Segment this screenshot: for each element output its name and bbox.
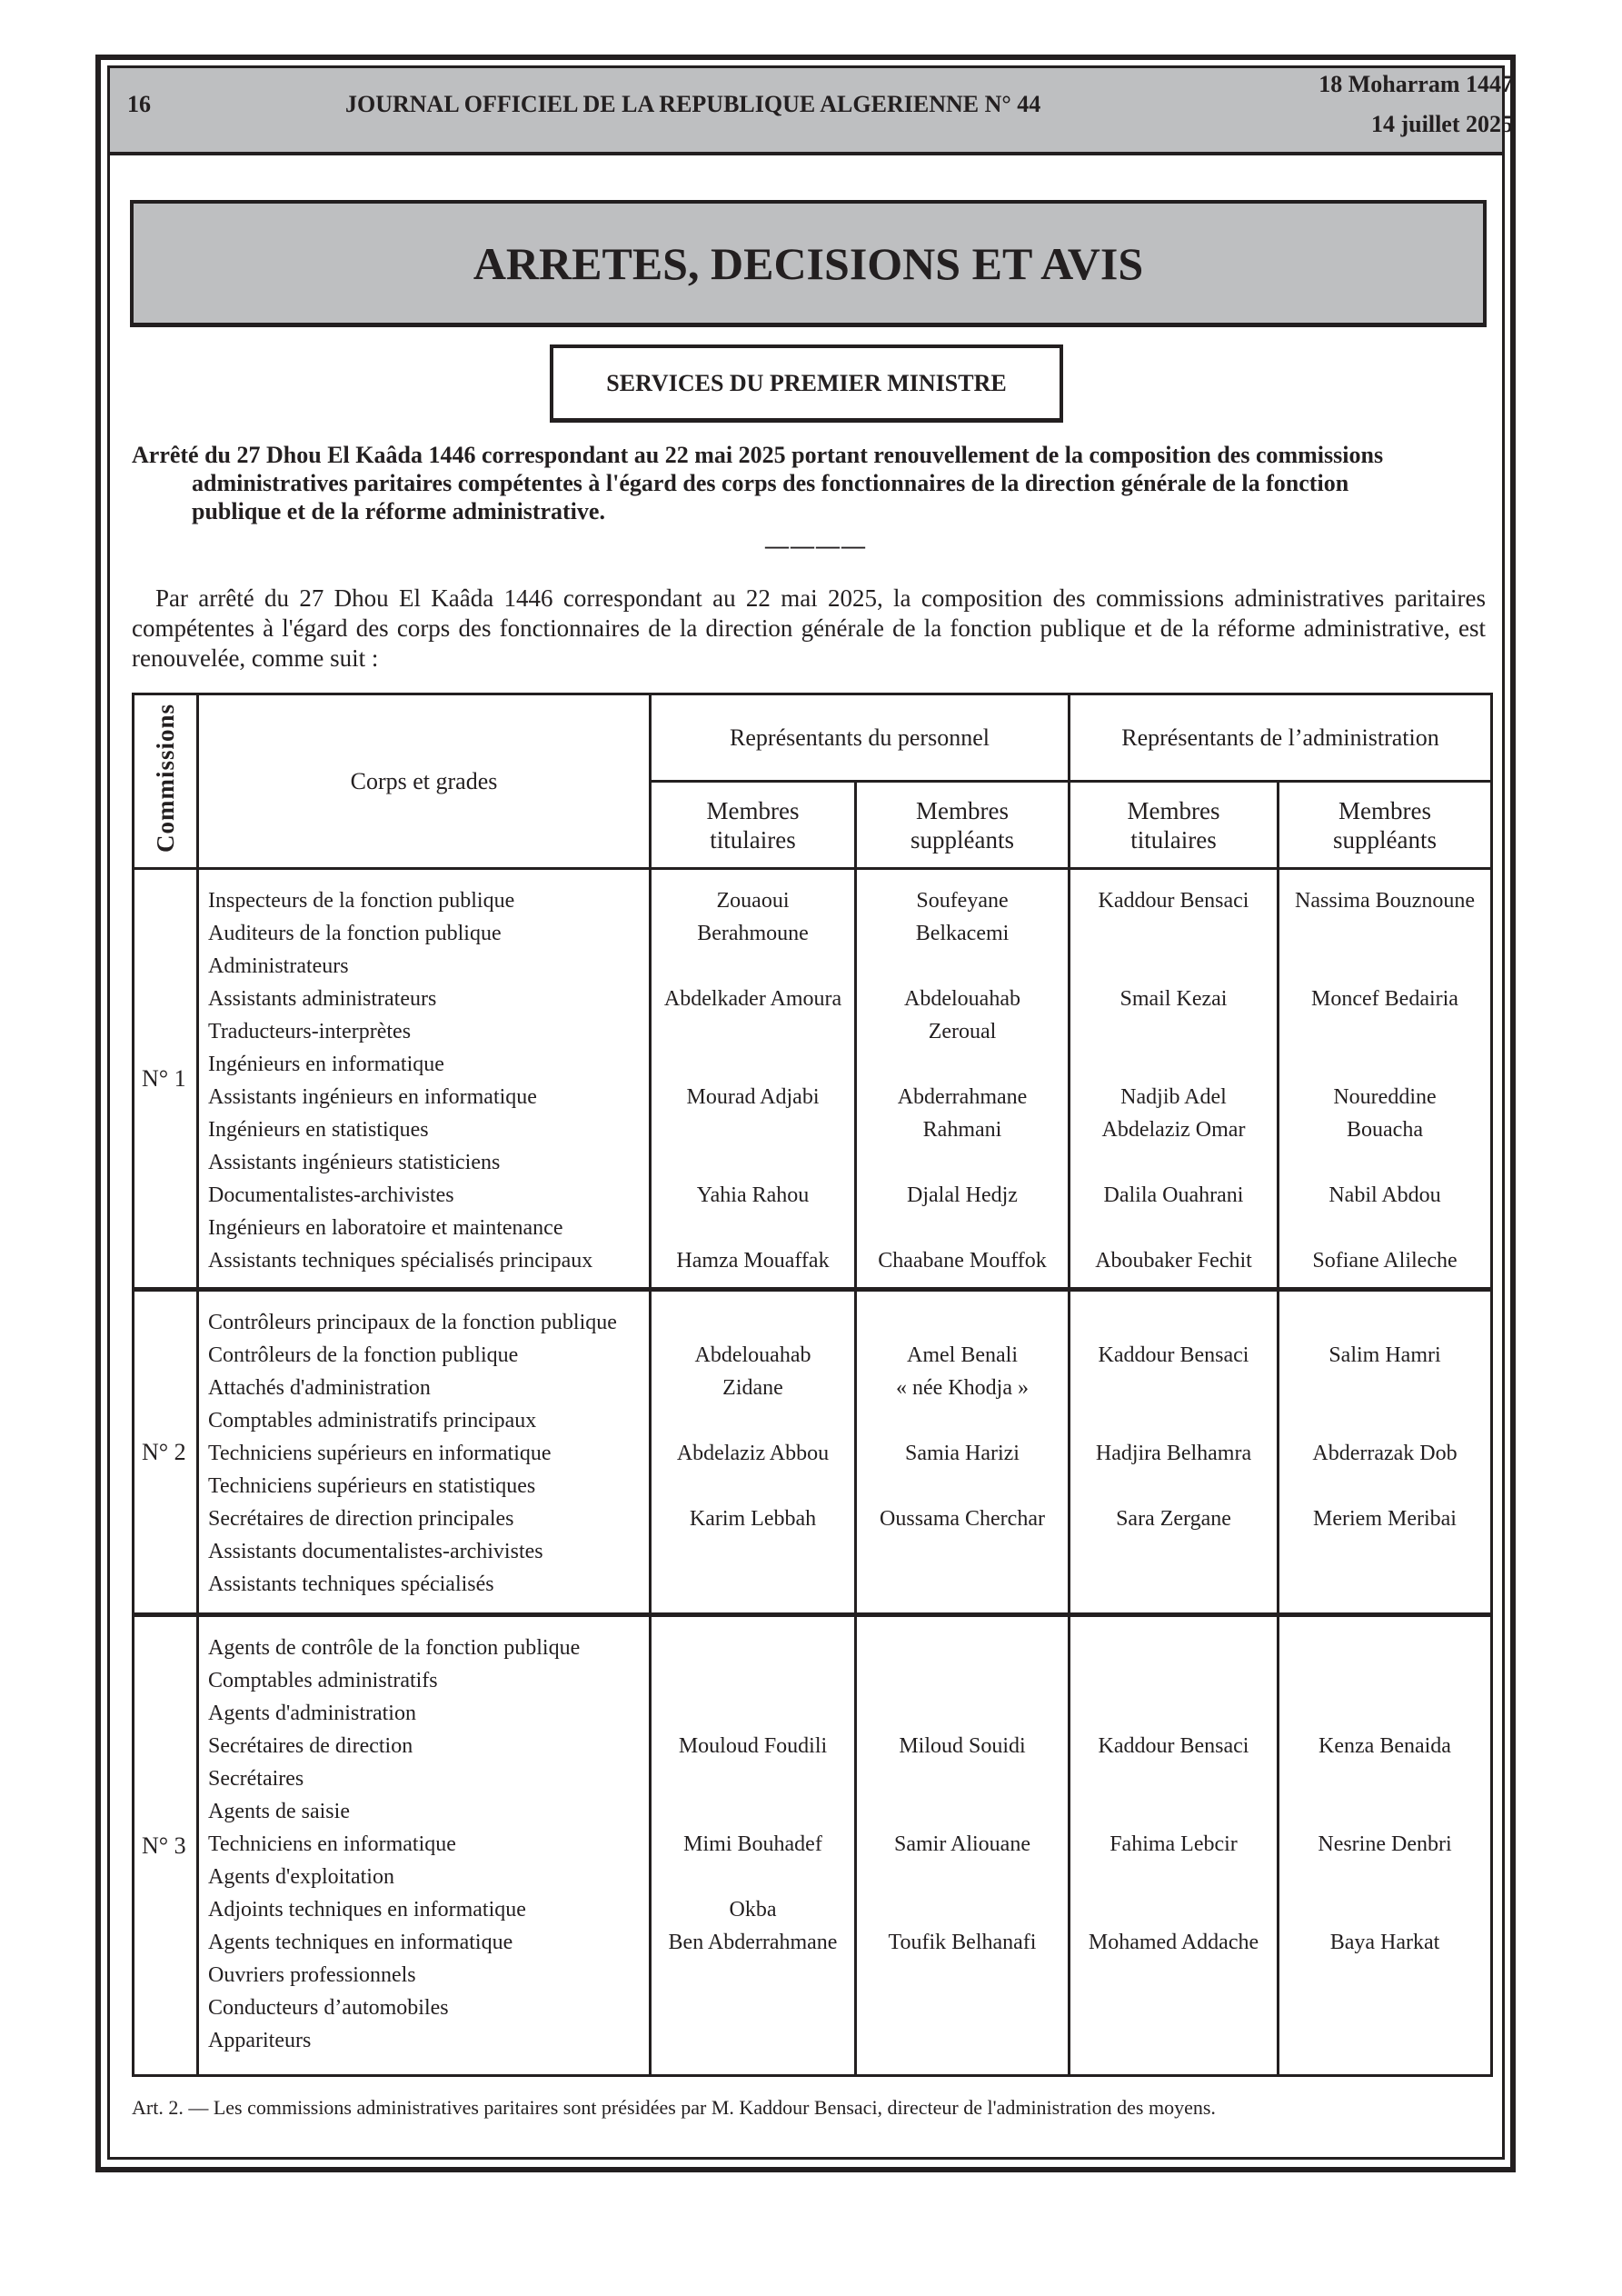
grade-item: Ingénieurs en statistiques	[208, 1118, 429, 1142]
member-name: Abdelouahab	[904, 987, 1020, 1011]
header-rep-personnel: Représentants du personnel	[651, 694, 1070, 782]
member-name: Fahima Lebcir	[1110, 1832, 1238, 1856]
grade-item: Techniciens en informatique	[208, 1832, 456, 1856]
member-name: Chaabane Mouffok	[878, 1249, 1047, 1273]
grade-item: Appariteurs	[208, 2029, 312, 2052]
member-name: Abdelaziz Omar	[1101, 1118, 1246, 1142]
commission-row	[134, 869, 1492, 1290]
section-title-box	[130, 200, 1487, 327]
member-name: Mouloud Foudili	[678, 1734, 828, 1758]
grade-item: Secrétaires de direction	[208, 1734, 413, 1758]
table-header-row-1	[134, 694, 1492, 782]
member-name: Kaddour Bensaci	[1098, 1734, 1249, 1758]
grade-item: Secrétaires	[208, 1767, 304, 1791]
grade-item: Agents techniques en informatique	[208, 1931, 513, 1954]
admin-suppleants-cell	[1279, 1290, 1492, 1615]
member-name: Zeroual	[928, 1020, 997, 1043]
grade-item: Contrôleurs de la fonction publique	[208, 1343, 519, 1367]
grade-item: Ingénieurs en laboratoire et maintenance	[208, 1216, 563, 1240]
grades-cell	[198, 1615, 651, 2076]
member-name: Sofiane Alileche	[1312, 1249, 1458, 1273]
member-name: Kenza Benaida	[1318, 1734, 1451, 1758]
header-admin-suppleants: Membres suppléants	[1279, 782, 1492, 869]
grades-cell	[198, 1290, 651, 1615]
grade-item: Agents d'administration	[208, 1702, 416, 1725]
member-name: Zidane	[722, 1376, 783, 1400]
member-name: Baya Harkat	[1329, 1931, 1440, 1954]
gregorian-date: 14 juillet 2025	[1371, 111, 1513, 137]
ministry-title: SERVICES DU PREMIER MINISTRE	[606, 369, 1007, 396]
arrete-title-line-3: publique et de la réforme administrative.	[192, 498, 605, 524]
member-name: Miloud Souidi	[899, 1734, 1026, 1758]
grade-item: Secrétaires de direction principales	[208, 1507, 514, 1531]
member-name: Mourad Adjabi	[686, 1085, 820, 1109]
member-name: Nadjib Adel	[1120, 1085, 1227, 1109]
member-name: Hadjira Belhamra	[1095, 1442, 1252, 1465]
grade-item: Comptables administratifs principaux	[208, 1409, 537, 1433]
member-name: Sara Zergane	[1116, 1507, 1231, 1531]
header-corps-grades: Corps et grades	[198, 694, 651, 869]
member-name: Nabil Abdou	[1328, 1183, 1441, 1207]
admin-suppleants-cell	[1279, 869, 1492, 1290]
grade-item: Agents de contrôle de la fonction publique	[208, 1636, 581, 1660]
page-number: 16	[127, 91, 151, 117]
intro-paragraph	[132, 584, 1486, 674]
commission-number: N° 2	[134, 1290, 198, 1615]
member-name: Okba	[729, 1898, 777, 1922]
member-name: Noureddine	[1333, 1085, 1437, 1109]
member-name: Rahmani	[922, 1118, 1002, 1142]
member-name: Mohamed Addache	[1088, 1931, 1259, 1954]
member-name: Abderrazak Dob	[1312, 1442, 1458, 1465]
header-rep-admin: Représentants de l’administration	[1070, 694, 1492, 782]
grade-item: Ouvriers professionnels	[208, 1963, 416, 1987]
member-name: Nesrine Denbri	[1318, 1832, 1452, 1856]
admin-titulaires-cell	[1070, 1615, 1279, 2076]
member-name: Belkacemi	[915, 922, 1010, 945]
personnel-suppleants-cell	[856, 869, 1070, 1290]
member-name: Djalal Hedjz	[907, 1183, 1018, 1207]
member-name: Yahia Rahou	[696, 1183, 810, 1207]
commission-row	[134, 1615, 1492, 2076]
member-name: Smail Kezai	[1119, 987, 1228, 1011]
member-name: Abdelaziz Abbou	[676, 1442, 830, 1465]
article-2: Art. 2. — Les commissions administratives paritaires sont présidées par M. Kaddour Bensaci, directeur de l'administration des moyens.	[132, 2096, 1216, 2119]
commissions-body	[134, 869, 1492, 2076]
commission-number: N° 3	[134, 1615, 198, 2076]
grade-item: Auditeurs de la fonction publique	[208, 922, 502, 945]
member-name: Aboubaker Fechit	[1095, 1249, 1252, 1273]
personnel-suppleants-cell	[856, 1615, 1070, 2076]
arrete-title-line-2: administratives paritaires compétentes à l'égard des corps des fonctionnaires de la direction générale de la fonction	[192, 470, 1349, 496]
admin-titulaires-cell	[1070, 869, 1279, 1290]
header-personnel-titulaires: Membres titulaires	[651, 782, 856, 869]
grade-item: Documentalistes-archivistes	[208, 1183, 454, 1207]
arrete-title-line-1: Arrêté du 27 Dhou El Kaâda 1446 correspondant au 22 mai 2025 portant renouvellement de la composition des commissions	[132, 442, 1384, 468]
personnel-suppleants-cell	[856, 1290, 1070, 1615]
arrete-title	[132, 441, 1486, 525]
grade-item: Assistants administrateurs	[208, 987, 437, 1011]
member-name: Hamza Mouaffak	[676, 1249, 830, 1273]
commission-number: N° 1	[134, 869, 198, 1290]
hijri-date: 18 Moharram 1447	[1318, 71, 1513, 97]
header-personnel-suppleants: Membres suppléants	[856, 782, 1070, 869]
member-name: Abderrahmane	[897, 1085, 1028, 1109]
grade-item: Inspecteurs de la fonction publique	[208, 889, 515, 913]
grade-item: Attachés d'administration	[208, 1376, 431, 1400]
member-name: Dalila Ouahrani	[1103, 1183, 1244, 1207]
commission-row	[134, 1290, 1492, 1615]
member-name: Toufik Belhanafi	[888, 1931, 1037, 1954]
personnel-titulaires-cell	[651, 1290, 856, 1615]
grade-item: Comptables administratifs	[208, 1669, 438, 1692]
member-name: Salim Hamri	[1328, 1343, 1441, 1367]
header-admin-titulaires: Membres titulaires	[1070, 782, 1279, 869]
member-name: Meriem Meribai	[1313, 1507, 1457, 1531]
grade-item: Assistants documentalistes-archivistes	[208, 1540, 543, 1563]
separator-dashes: ————	[765, 533, 867, 559]
grade-item: Assistants techniques spécialisés	[208, 1572, 494, 1596]
composition-table	[132, 693, 1493, 2077]
member-name: Amel Benali	[907, 1343, 1018, 1367]
personnel-titulaires-cell	[651, 1615, 856, 2076]
member-name: Abdelouahab	[694, 1343, 811, 1367]
member-name: Samia Harizi	[905, 1442, 1020, 1465]
section-title: ARRETES, DECISIONS ET AVIS	[473, 237, 1144, 289]
member-name: Soufeyane	[916, 889, 1009, 913]
member-name: Nassima Bouznoune	[1295, 889, 1475, 913]
grade-item: Agents d'exploitation	[208, 1865, 394, 1889]
journal-title: JOURNAL OFFICIEL DE LA REPUBLIQUE ALGERIENNE N° 44	[345, 91, 1041, 117]
member-name: Oussama Cherchar	[880, 1507, 1045, 1531]
member-name: Kaddour Bensaci	[1098, 889, 1249, 913]
grade-item: Assistants ingénieurs statisticiens	[208, 1151, 501, 1174]
grade-item: Assistants techniques spécialisés principaux	[208, 1249, 593, 1273]
member-name: Berahmoune	[697, 922, 809, 945]
grades-cell	[198, 869, 651, 1290]
member-name: Kaddour Bensaci	[1098, 1343, 1249, 1367]
grade-item: Contrôleurs principaux de la fonction publique	[208, 1311, 617, 1334]
personnel-titulaires-cell	[651, 869, 856, 1290]
grade-item: Adjoints techniques en informatique	[208, 1898, 526, 1922]
member-name: Samir Aliouane	[894, 1832, 1030, 1856]
member-name: Bouacha	[1347, 1118, 1423, 1142]
grade-item: Conducteurs d’automobiles	[208, 1996, 449, 2020]
member-name: « née Khodja »	[896, 1376, 1029, 1400]
member-name: Abdelkader Amoura	[663, 987, 842, 1011]
grade-item: Assistants ingénieurs en informatique	[208, 1085, 537, 1109]
header-commissions: Commissions	[134, 694, 198, 869]
admin-suppleants-cell	[1279, 1615, 1492, 2076]
grade-item: Agents de saisie	[208, 1800, 350, 1823]
grade-item: Administrateurs	[208, 954, 349, 978]
member-name: Karim Lebbah	[689, 1507, 817, 1531]
ministry-box	[550, 344, 1063, 423]
member-name: Ben Abderrahmane	[668, 1931, 838, 1954]
grade-item: Ingénieurs en informatique	[208, 1053, 444, 1076]
member-name: Zouaoui	[716, 889, 790, 913]
member-name: Mimi Bouhadef	[683, 1832, 822, 1856]
grade-item: Techniciens supérieurs en statistiques	[208, 1474, 536, 1498]
member-name: Moncef Bedairia	[1311, 987, 1458, 1011]
admin-titulaires-cell	[1070, 1290, 1279, 1615]
grade-item: Techniciens supérieurs en informatique	[208, 1442, 552, 1465]
intro-text: Par arrêté du 27 Dhou El Kaâda 1446 correspondant au 22 mai 2025, la composition des commissions administratives paritaires compétentes à l'égard des corps des fonctionnaires de la direction générale de la fonction publique et de la réforme administrative, est renouvelée, comme suit :	[132, 584, 1486, 672]
grade-item: Traducteurs-interprètes	[208, 1020, 412, 1043]
